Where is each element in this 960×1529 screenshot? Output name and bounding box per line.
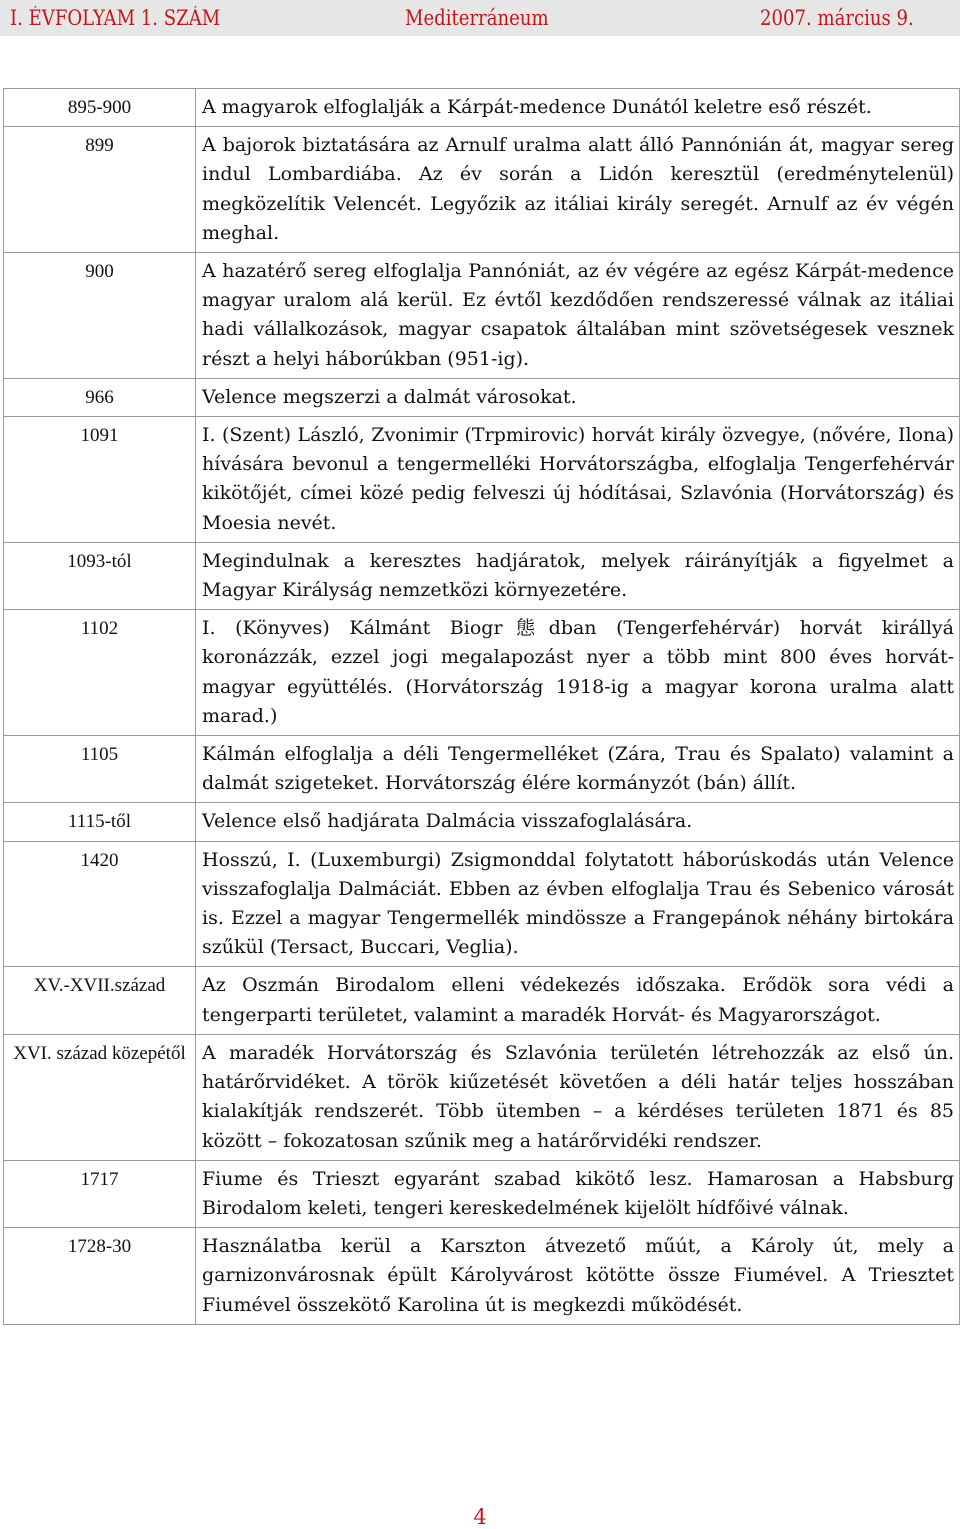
year-cell: 1105 (4, 736, 196, 803)
table-row (4, 253, 960, 379)
year-cell: 1717 (4, 1160, 196, 1227)
year-cell: 1093-tól (4, 542, 196, 609)
table-row (4, 127, 960, 253)
event-cell: Hosszú, I. (Luxemburgi) Zsigmonddal folytatott háborúskodás után Velence visszafoglalja Dalmáciát. Ebben az évben elfoglalja Trau és Sebenico városát is. Ezzel a magyar Tengermellék mindössze a Frangepánok néhány birtokára szűkül (Tersact, Buccari, Veglia). (196, 841, 960, 967)
year-cell: 1115-től (4, 803, 196, 841)
event-cell: Az Oszmán Birodalom elleni védekezés időszaka. Erődök sora védi a tengerparti területet, valamint a maradék Horvát- és Magyarországot. (196, 967, 960, 1034)
event-cell: Kálmán elfoglalja a déli Tengermelléket (Zára, Trau és Spalato) valamint a dalmát szigeteket. Horvátország élére kormányzót (bán) állít. (196, 736, 960, 803)
publication-title: Mediterráneum (405, 6, 549, 30)
event-cell: Megindulnak a keresztes hadjáratok, melyek ráirányítják a figyelmet a Magyar Királyság nemzetközi környezetére. (196, 542, 960, 609)
chronology-table (3, 88, 960, 1325)
year-cell: XVI. század közepétől (4, 1034, 196, 1160)
table-row (4, 967, 960, 1034)
table-row (4, 803, 960, 841)
table-row (4, 89, 960, 127)
year-cell: 1102 (4, 610, 196, 736)
year-cell: XV.-XVII.század (4, 967, 196, 1034)
year-cell: 899 (4, 127, 196, 253)
page-number: 4 (473, 1505, 487, 1529)
event-cell: Használatba kerül a Karszton átvezető műút, a Károly út, mely a garnizonvárosnak épült Károlyvárost kötötte össze Fiumével. A Triesztet Fiumével összekötő Karolina út is megkezdi működését. (196, 1228, 960, 1325)
event-cell: Velence megszerzi a dalmát városokat. (196, 378, 960, 416)
event-cell: A magyarok elfoglalják a Kárpát-medence Dunától keletre eső részét. (196, 89, 960, 127)
issue-label: I. ÉVFOLYAM 1. SZÁM (10, 6, 221, 30)
year-cell: 895-900 (4, 89, 196, 127)
table-row (4, 736, 960, 803)
issue-date: 2007. március 9. (760, 6, 914, 30)
page-header (0, 0, 960, 36)
table-row (4, 1228, 960, 1325)
year-cell: 1091 (4, 417, 196, 543)
year-cell: 1420 (4, 841, 196, 967)
year-cell: 1728-30 (4, 1228, 196, 1325)
year-cell: 900 (4, 253, 196, 379)
table-row (4, 417, 960, 543)
event-cell: I. (Szent) László, Zvonimir (Trpmirovic) horvát király özvegye, (nővére, Ilona) hívására bevonul a tengermelléki Horvátországba, elfoglalja Tengerfehérvár kikötőjét, címei közé pedig felveszi új hódításai, Szlavónia (Horvátország) és Moesia nevét. (196, 417, 960, 543)
table-row (4, 378, 960, 416)
event-cell: A maradék Horvátország és Szlavónia területén létrehozzák az első ún. határőrvidéket. A török kiűzetését követően a déli határ teljes hosszában kialakítják rendszerét. Több ütemben – a kérdéses területen 1871 és 85 között – fokozatosan szűnik meg a határőrvidéki rendszer. (196, 1034, 960, 1160)
table-row (4, 610, 960, 736)
event-cell: A hazatérő sereg elfoglalja Pannóniát, az év végére az egész Kárpát-medence magyar uralom alá kerül. Ez évtől kezdődően rendszeressé válnak az itáliai hadi vállalkozások, magyar csapatok általában mint szövetségesek vesznek részt a helyi háborúkban (951-ig). (196, 253, 960, 379)
event-cell: A bajorok biztatására az Arnulf uralma alatt álló Pannónián át, magyar sereg indul Lombardiába. Az év során a Lidón keresztül (eredménytelenül) megközelítik Velencét. Legyőzik az itáliai király seregét. Arnulf az év végén meghal. (196, 127, 960, 253)
event-cell: Velence első hadjárata Dalmácia visszafoglalására. (196, 803, 960, 841)
table-row (4, 841, 960, 967)
event-cell: I. (Könyves) Kálmánt Biogr態dban (Tengerfehérvár) horvát királlyá koronázzák, ezzel jogi megalapozást nyer a több mint 800 éves horvát-magyar együttélés. (Horvátország 1918-ig a magyar korona uralma alatt marad.) (196, 610, 960, 736)
table-row (4, 1034, 960, 1160)
table-row (4, 1160, 960, 1227)
table-row (4, 542, 960, 609)
event-cell: Fiume és Trieszt egyaránt szabad kikötő lesz. Hamarosan a Habsburg Birodalom keleti, tengeri kereskedelmének kijelölt hídfőivé válnak. (196, 1160, 960, 1227)
year-cell: 966 (4, 378, 196, 416)
